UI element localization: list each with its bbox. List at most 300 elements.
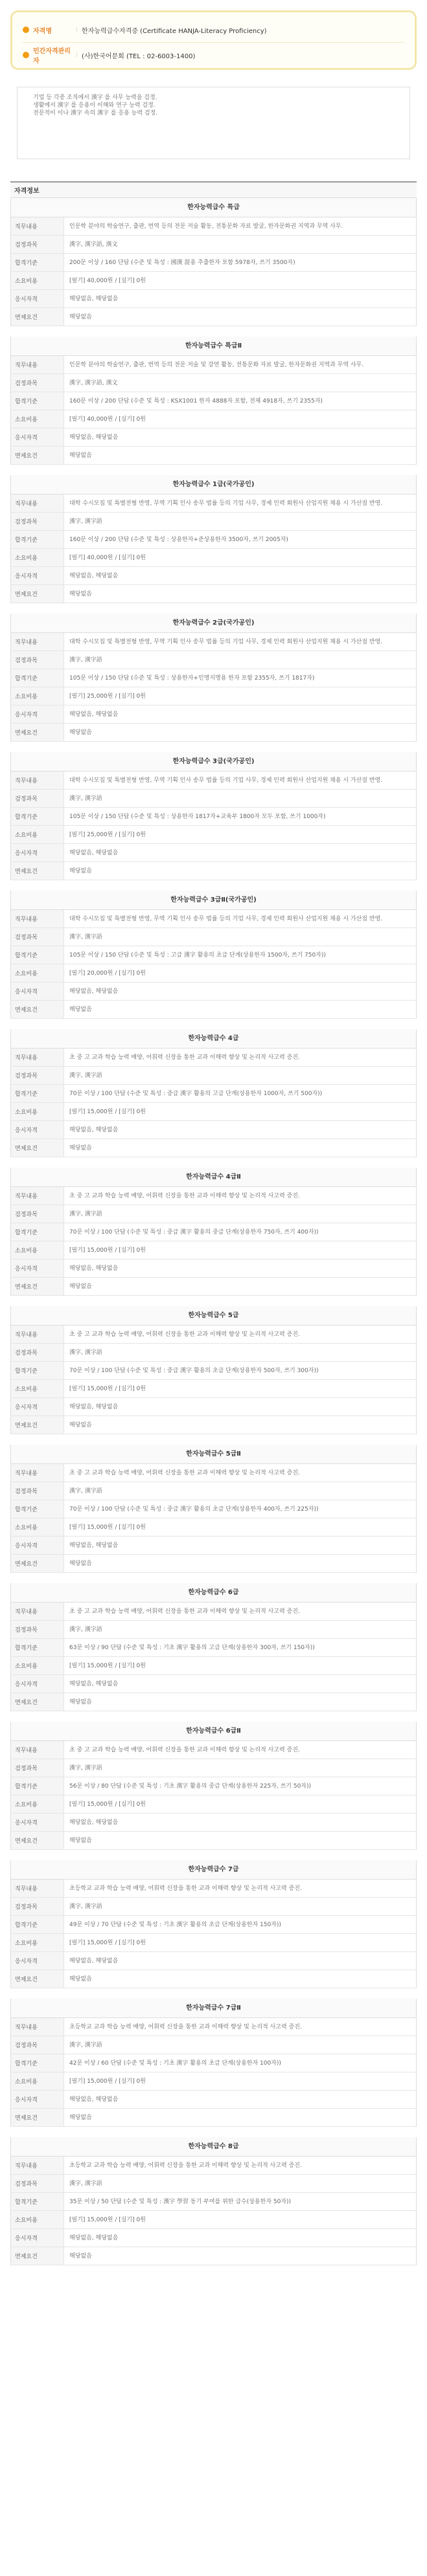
- notice-box: [17, 87, 410, 159]
- row-value: 해당없음, 해당없음: [69, 1957, 119, 1964]
- info-row-manager: [23, 47, 404, 63]
- cert-row-eligibility: [11, 428, 416, 447]
- row-value: 105문 이상 / 150 단답 (수준 및 특성 : 상용한자 1817자+교육부 1800자 모두 포함, 쓰기 1000자): [69, 813, 326, 820]
- row-value: 漢字, 漢字語: [69, 2180, 102, 2187]
- cert-row-job: [11, 910, 416, 928]
- row-value: 초등학교 교과 학습 능력 배양, 어휘력 신장을 통한 교과 이해력 향상 및 논리적 사고력 증진.: [69, 2023, 302, 2030]
- cert-row-subject: [11, 651, 416, 669]
- cert-row-eligibility: [11, 290, 416, 308]
- cert-row-exemption: [11, 1970, 416, 1988]
- row-value: [필기] 15,000원 / [실기] 0원: [69, 1108, 146, 1115]
- cert-row-pass: [11, 1777, 416, 1795]
- cert-row-eligibility: [11, 705, 416, 724]
- row-value: [필기] 25,000원 / [실기] 0원: [69, 693, 146, 700]
- row-label: 합격기준: [11, 1500, 64, 1518]
- row-value: 漢字, 漢字語: [69, 1072, 102, 1079]
- row-label: 응시자격: [11, 705, 64, 723]
- cert-block: [10, 1168, 417, 1296]
- cert-row-time: [11, 2072, 416, 2091]
- cert-block: [10, 337, 417, 465]
- spacer: [5, 326, 422, 337]
- row-value: 해당없음: [69, 2114, 92, 2121]
- cert-row-subject: [11, 1067, 416, 1085]
- cert-row-subject: [11, 1621, 416, 1639]
- row-label: 검정과목: [11, 1482, 64, 1500]
- row-value: 漢字, 漢字語: [69, 1487, 102, 1494]
- cert-row-job: [11, 217, 416, 236]
- row-label: 응시자격: [11, 1675, 64, 1693]
- row-label: 검정과목: [11, 1205, 64, 1223]
- cert-row-job: [11, 1464, 416, 1482]
- spacer: [5, 1019, 422, 1029]
- cert-row-job: [11, 1187, 416, 1205]
- spacer: [5, 880, 422, 891]
- cert-row-exemption: [11, 585, 416, 603]
- cert-row-pass: [11, 531, 416, 549]
- row-label: 면제요건: [11, 1832, 64, 1849]
- cert-row-pass: [11, 1085, 416, 1103]
- cert-block: [10, 614, 417, 742]
- cert-row-exemption: [11, 1416, 416, 1434]
- cert-row-eligibility: [11, 1537, 416, 1555]
- cert-row-job: [11, 1603, 416, 1621]
- row-label: 합격기준: [11, 1362, 64, 1379]
- spacer: [5, 1850, 422, 1860]
- row-value: 해당없음, 해당없음: [69, 1819, 119, 1826]
- cert-title: 한자능력급수 6급: [11, 1583, 416, 1603]
- cert-row-time: [11, 2211, 416, 2229]
- row-label: 면제요건: [11, 447, 64, 464]
- row-label: 응시자격: [11, 844, 64, 861]
- cert-row-exemption: [11, 1555, 416, 1573]
- row-label: 응시자격: [11, 2229, 64, 2247]
- row-label: 응시자격: [11, 1121, 64, 1138]
- row-label: 검정과목: [11, 1759, 64, 1777]
- row-label: 직무내용: [11, 1880, 64, 1897]
- row-value: 인문학 분야의 학술연구, 출판, 번역 등의 전문 저술 및 강연 활동, 전통문화 자료 발굴, 한자문화권 지역과 무역 사무.: [69, 361, 364, 368]
- row-label: 검정과목: [11, 2036, 64, 2054]
- row-label: 응시자격: [11, 290, 64, 307]
- row-value: [필기] 20,000원 / [실기] 0원: [69, 970, 146, 977]
- cert-row-job: [11, 1049, 416, 1067]
- cert-row-eligibility: [11, 2091, 416, 2109]
- row-label: 합격기준: [11, 1085, 64, 1102]
- row-value: 해당없음: [69, 1144, 92, 1151]
- cert-row-eligibility: [11, 1814, 416, 1832]
- row-label: 검정과목: [11, 928, 64, 946]
- cert-row-time: [11, 1103, 416, 1121]
- cert-row-job: [11, 1326, 416, 1344]
- cert-block: [10, 1029, 417, 1157]
- row-value: 160문 이상 / 200 단답 (수준 및 특성 : 상용한자+준상용한자 3500자, 쓰기 2005자): [69, 536, 288, 543]
- row-value: 漢字, 漢字語: [69, 1903, 102, 1910]
- row-value: 56문 이상 / 80 단답 (수준 및 특성 : 기초 漢字 활용의 중급 단계(상용한자 225자, 쓰기 50자)): [69, 1782, 312, 1790]
- row-value: 대학 수시모집 및 특별전형 반영, 무역 기획 인사 송무 법률 등의 기업 사무, 경제 인력 회원사 산업지원 채용 시 가산점 반영.: [69, 915, 383, 922]
- cert-row-exemption: [11, 1139, 416, 1157]
- row-label: 직무내용: [11, 633, 64, 650]
- spacer: [5, 1573, 422, 1583]
- row-value: 초 중 고 교과 학습 능력 배양, 어휘력 신장을 통한 교과 이해력 향상 및 논리적 사고력 증진.: [69, 1331, 300, 1338]
- row-label: 면제요건: [11, 308, 64, 326]
- row-label: 직무내용: [11, 1049, 64, 1066]
- row-label: 소요비용: [11, 549, 64, 566]
- cert-row-pass: [11, 2054, 416, 2072]
- row-value: 해당없음: [69, 1560, 92, 1567]
- divider: [23, 42, 404, 43]
- separator: :: [76, 27, 78, 33]
- cert-row-pass: [11, 946, 416, 964]
- row-label: 직무내용: [11, 910, 64, 927]
- row-label: 소요비용: [11, 2072, 64, 2090]
- spacer: [5, 742, 422, 752]
- row-value: 42문 이상 / 60 단답 (수준 및 특성 : 기초 漢字 활용의 초급 단계(상용한자 100자)): [69, 2060, 281, 2067]
- row-label: 직무내용: [11, 2018, 64, 2036]
- row-label: 응시자격: [11, 1814, 64, 1831]
- row-label: 합격기준: [11, 808, 64, 825]
- row-value: 200문 이상 / 160 단답 (수준 및 특성 : 國漢 混용 추출한자 포함 5978자, 쓰기 3500자): [69, 259, 295, 266]
- row-label: 검정과목: [11, 1621, 64, 1638]
- cert-row-pass: [11, 1639, 416, 1657]
- row-value: 해당없음, 해당없음: [69, 1265, 119, 1272]
- row-label: 직무내용: [11, 494, 64, 512]
- cert-title: 한자능력급수 특급: [11, 198, 416, 217]
- row-value: 해당없음: [69, 452, 92, 459]
- cert-row-eligibility: [11, 1260, 416, 1278]
- row-value: 漢字, 漢字語, 漢文: [69, 241, 118, 248]
- row-label: 소요비용: [11, 687, 64, 705]
- info-label: 자격명: [33, 27, 52, 35]
- row-label: 응시자격: [11, 1952, 64, 1970]
- row-value: 漢字, 漢字語: [69, 1764, 102, 1771]
- row-value: [필기] 25,000원 / [실기] 0원: [69, 831, 146, 838]
- row-label: 검정과목: [11, 1067, 64, 1084]
- spacer: [5, 2265, 422, 2276]
- cert-row-pass: [11, 2193, 416, 2211]
- cert-row-pass: [11, 1500, 416, 1518]
- cert-block: [10, 1583, 417, 1711]
- row-label: 응시자격: [11, 428, 64, 446]
- row-label: 합격기준: [11, 2193, 64, 2210]
- row-label: 합격기준: [11, 1639, 64, 1656]
- cert-title: 한자능력급수 5급Ⅱ: [11, 1445, 416, 1464]
- row-label: 응시자격: [11, 1260, 64, 1277]
- section-title: 자격정보: [10, 181, 417, 198]
- row-label: 면제요건: [11, 1555, 64, 1572]
- cert-block: [10, 2137, 417, 2265]
- spacer: [5, 1434, 422, 1445]
- row-value: 35문 이상 / 50 단답 (수준 및 특성 : 漢字 學習 동기 부여를 위한 급수(상용한자 50자)): [69, 2198, 292, 2205]
- row-value: 초 중 고 교과 학습 능력 배양, 어휘력 신장을 통한 교과 이해력 향상 및 논리적 사고력 증진.: [69, 1608, 300, 1615]
- bullet-icon: [23, 52, 29, 58]
- row-label: 면제요건: [11, 585, 64, 603]
- row-value: 105문 이상 / 150 단답 (수준 및 특성 : 고급 漢字 활용의 초급 단계(상용한자 1500자, 쓰기 750자)): [69, 951, 326, 959]
- cert-block: [10, 198, 417, 326]
- row-label: 면제요건: [11, 1970, 64, 1988]
- cert-row-exemption: [11, 308, 416, 326]
- row-label: 합격기준: [11, 531, 64, 548]
- info-value: (사)한국어문회 (TEL : 02-6003-1400): [82, 52, 196, 60]
- row-value: 해당없음: [69, 1421, 92, 1428]
- row-value: 초 중 고 교과 학습 능력 배양, 어휘력 신장을 통한 교과 이해력 향상 및 논리적 사고력 증진.: [69, 1192, 300, 1199]
- cert-row-exemption: [11, 2247, 416, 2265]
- row-value: 漢字, 漢字語: [69, 1210, 102, 1217]
- cert-row-time: [11, 549, 416, 567]
- cert-row-time: [11, 687, 416, 705]
- row-label: 직무내용: [11, 1603, 64, 1620]
- row-label: 면제요건: [11, 724, 64, 741]
- notice-line: 기업 등 각종 조직에서 漢字 를 사무 능력을 검정.: [33, 94, 157, 101]
- cert-row-eligibility: [11, 2229, 416, 2247]
- row-label: 합격기준: [11, 669, 64, 687]
- cert-title: 한자능력급수 3급Ⅱ(국가공인): [11, 891, 416, 910]
- row-label: 합격기준: [11, 1223, 64, 1241]
- cert-block: [10, 752, 417, 880]
- row-label: 검정과목: [11, 236, 64, 253]
- spacer: [5, 1157, 422, 1168]
- cert-row-time: [11, 1934, 416, 1952]
- cert-block: [10, 475, 417, 603]
- cert-title: 한자능력급수 2급(국가공인): [11, 614, 416, 633]
- cert-row-eligibility: [11, 844, 416, 862]
- cert-row-job: [11, 494, 416, 513]
- row-label: 직무내용: [11, 1464, 64, 1482]
- cert-title: 한자능력급수 6급Ⅱ: [11, 1722, 416, 1741]
- row-value: 해당없음: [69, 1283, 92, 1290]
- row-value: 초등학교 교과 학습 능력 배양, 어휘력 신장을 통한 교과 이해력 향상 및 논리적 사고력 증진.: [69, 1885, 302, 1892]
- cert-row-eligibility: [11, 1952, 416, 1970]
- row-label: 검정과목: [11, 790, 64, 807]
- cert-title: 한자능력급수 7급Ⅱ: [11, 1999, 416, 2018]
- cert-row-eligibility: [11, 1398, 416, 1416]
- cert-block: [10, 1722, 417, 1850]
- row-value: 해당없음: [69, 1837, 92, 1844]
- row-label: 응시자격: [11, 1537, 64, 1554]
- cert-row-exemption: [11, 1001, 416, 1019]
- cert-title: 한자능력급수 5급: [11, 1306, 416, 1326]
- row-value: 漢字, 漢字語, 漢文: [69, 379, 118, 386]
- row-label: 소요비용: [11, 1518, 64, 1536]
- row-label: 검정과목: [11, 651, 64, 669]
- row-label: 응시자격: [11, 1398, 64, 1416]
- row-value: [필기] 40,000원 / [실기] 0원: [69, 277, 146, 284]
- row-value: [필기] 40,000원 / [실기] 0원: [69, 554, 146, 561]
- row-label: 소요비용: [11, 1795, 64, 1813]
- row-value: 63문 이상 / 90 단답 (수준 및 특성 : 기초 漢字 활용의 고급 단계(상용한자 300자, 쓰기 150자)): [69, 1644, 315, 1651]
- row-value: [필기] 15,000원 / [실기] 0원: [69, 1662, 146, 1669]
- row-label: 응시자격: [11, 983, 64, 1000]
- row-value: 70문 이상 / 100 단답 (수준 및 특성 : 중급 漢字 활용의 초급 단계(상용한자 500자, 쓰기 300자)): [69, 1367, 319, 1374]
- cert-block: [10, 891, 417, 1019]
- row-value: 漢字, 漢字語: [69, 1349, 102, 1356]
- row-value: 70문 이상 / 100 단답 (수준 및 특성 : 중급 漢字 활용의 고급 단계(상용한자 1000자, 쓰기 500자)): [69, 1090, 323, 1097]
- cert-row-time: [11, 964, 416, 983]
- row-label: 면제요건: [11, 2247, 64, 2265]
- cert-row-subject: [11, 236, 416, 254]
- row-label: 합격기준: [11, 1916, 64, 1933]
- cert-row-job: [11, 2018, 416, 2036]
- row-value: [필기] 40,000원 / [실기] 0원: [69, 416, 146, 423]
- cert-row-subject: [11, 2175, 416, 2193]
- row-label: 면제요건: [11, 2109, 64, 2126]
- row-value: 漢字, 漢字語: [69, 2041, 102, 2049]
- row-value: 초등학교 교과 학습 능력 배양, 어휘력 신장을 통한 교과 이해력 향상 및 논리적 사고력 증진.: [69, 2162, 302, 2169]
- row-value: 대학 수시모집 및 특별전형 반영, 무역 기획 인사 송무 법률 등의 기업 사무, 경제 인력 회원사 산업지원 채용 시 가산점 반영.: [69, 638, 383, 645]
- row-value: 대학 수시모집 및 특별전형 반영, 무역 기획 인사 송무 법률 등의 기업 사무, 경제 인력 회원사 산업지원 채용 시 가산점 반영.: [69, 500, 383, 507]
- cert-row-exemption: [11, 447, 416, 465]
- row-label: 검정과목: [11, 1344, 64, 1361]
- cert-row-subject: [11, 2036, 416, 2054]
- spacer: [5, 603, 422, 614]
- row-label: 소요비용: [11, 1934, 64, 1951]
- row-label: 응시자격: [11, 2091, 64, 2108]
- cert-title: 한자능력급수 1급(국가공인): [11, 475, 416, 494]
- row-value: [필기] 15,000원 / [실기] 0원: [69, 2216, 146, 2223]
- row-label: 직무내용: [11, 1326, 64, 1343]
- info-row-name: [23, 21, 404, 38]
- cert-row-eligibility: [11, 983, 416, 1001]
- cert-title: 한자능력급수 3급(국가공인): [11, 752, 416, 772]
- row-value: 초 중 고 교과 학습 능력 배양, 어휘력 신장을 통한 교과 이해력 향상 및 논리적 사고력 증진.: [69, 1469, 300, 1476]
- row-label: 응시자격: [11, 567, 64, 584]
- row-value: 해당없음: [69, 867, 92, 874]
- cert-row-time: [11, 1518, 416, 1537]
- cert-row-job: [11, 2157, 416, 2175]
- cert-row-subject: [11, 1205, 416, 1223]
- cert-row-exemption: [11, 724, 416, 742]
- cert-row-exemption: [11, 1832, 416, 1850]
- row-value: 해당없음: [69, 1975, 92, 1982]
- row-label: 검정과목: [11, 374, 64, 392]
- row-label: 소요비용: [11, 1103, 64, 1120]
- row-label: 소요비용: [11, 1380, 64, 1397]
- cert-row-job: [11, 1880, 416, 1898]
- row-value: 70문 이상 / 100 단답 (수준 및 특성 : 중급 漢字 활용의 중급 단계(상용한자 750자, 쓰기 400자)): [69, 1228, 319, 1236]
- cert-row-time: [11, 1795, 416, 1814]
- row-value: 160문 이상 / 200 단답 (수준 및 특성 : KSX1001 한자 4888자 포함, 전체 4918자, 쓰기 2355자): [69, 397, 323, 405]
- row-value: 해당없음, 해당없음: [69, 988, 119, 995]
- cert-row-eligibility: [11, 567, 416, 585]
- info-label: 민간자격관리자: [33, 48, 71, 65]
- row-label: 소요비용: [11, 826, 64, 843]
- cert-list: [5, 198, 422, 2276]
- row-label: 검정과목: [11, 2175, 64, 2192]
- spacer: [5, 1711, 422, 1722]
- row-value: 漢字, 漢字語: [69, 518, 102, 525]
- cert-row-eligibility: [11, 1675, 416, 1693]
- row-value: [필기] 15,000원 / [실기] 0원: [69, 1524, 146, 1531]
- row-label: 합격기준: [11, 946, 64, 964]
- cert-row-subject: [11, 1344, 416, 1362]
- spacer: [5, 1296, 422, 1306]
- row-value: [필기] 15,000원 / [실기] 0원: [69, 1939, 146, 1946]
- cert-row-time: [11, 1657, 416, 1675]
- row-value: 漢字, 漢字語: [69, 795, 102, 802]
- row-label: 직무내용: [11, 356, 64, 373]
- cert-row-subject: [11, 928, 416, 946]
- row-label: 검정과목: [11, 1898, 64, 1915]
- cert-row-pass: [11, 254, 416, 272]
- cert-row-job: [11, 356, 416, 374]
- cert-row-time: [11, 1241, 416, 1260]
- row-label: 검정과목: [11, 513, 64, 530]
- row-value: 해당없음: [69, 729, 92, 736]
- row-value: 70문 이상 / 100 단답 (수준 및 특성 : 중급 漢字 활용의 초급 단계(상용한자 400자, 쓰기 225자)): [69, 1505, 319, 1513]
- cert-row-eligibility: [11, 1121, 416, 1139]
- cert-row-job: [11, 772, 416, 790]
- certificate-info-card: [10, 10, 417, 70]
- row-value: 해당없음: [69, 1006, 92, 1013]
- cert-row-exemption: [11, 1693, 416, 1711]
- row-value: 漢字, 漢字語: [69, 1626, 102, 1633]
- row-label: 소요비용: [11, 1241, 64, 1259]
- row-label: 면제요건: [11, 1278, 64, 1295]
- cert-row-time: [11, 826, 416, 844]
- row-value: [필기] 15,000원 / [실기] 0원: [69, 1801, 146, 1808]
- row-value: 해당없음, 해당없음: [69, 849, 119, 856]
- row-label: 면제요건: [11, 1139, 64, 1157]
- cert-row-job: [11, 633, 416, 651]
- row-value: 해당없음, 해당없음: [69, 711, 119, 718]
- cert-row-subject: [11, 513, 416, 531]
- row-value: 대학 수시모집 및 특별전형 반영, 무역 기획 인사 송무 법률 등의 기업 사무, 경제 인력 회원사 산업지원 채용 시 가산점 반영.: [69, 777, 383, 784]
- cert-row-exemption: [11, 1278, 416, 1296]
- row-label: 면제요건: [11, 1001, 64, 1018]
- row-label: 직무내용: [11, 1187, 64, 1205]
- row-value: 해당없음, 해당없음: [69, 1542, 119, 1549]
- row-value: [필기] 15,000원 / [실기] 0원: [69, 2078, 146, 2085]
- cert-row-exemption: [11, 2109, 416, 2127]
- row-value: 인문학 분야의 학술연구, 출판, 번역 등의 전문 저술 활동, 전통문화 자료 발굴, 한자문화권 지역과 무역 사무.: [69, 223, 343, 230]
- row-value: 초 중 고 교과 학습 능력 배양, 어휘력 신장을 통한 교과 이해력 향상 및 논리적 사고력 증진.: [69, 1746, 300, 1753]
- row-label: 합격기준: [11, 392, 64, 410]
- cert-row-time: [11, 1380, 416, 1398]
- bullet-icon: [23, 27, 29, 33]
- cert-row-subject: [11, 1898, 416, 1916]
- row-value: 해당없음, 해당없음: [69, 2234, 119, 2241]
- row-value: 漢字, 漢字語: [69, 656, 102, 663]
- info-value: 한자능력급수자격증 (Certificate HANJA-Literacy Proficiency): [82, 27, 267, 35]
- row-label: 소요비용: [11, 1657, 64, 1674]
- row-label: 합격기준: [11, 2054, 64, 2072]
- separator: :: [76, 52, 78, 58]
- cert-block: [10, 1306, 417, 1434]
- row-value: 해당없음: [69, 2252, 92, 2260]
- row-label: 소요비용: [11, 2211, 64, 2228]
- row-label: 직무내용: [11, 772, 64, 789]
- row-value: [필기] 15,000원 / [실기] 0원: [69, 1247, 146, 1254]
- spacer: [5, 1988, 422, 1999]
- row-value: 해당없음: [69, 1698, 92, 1705]
- row-value: 해당없음, 해당없음: [69, 434, 119, 441]
- row-value: 해당없음, 해당없음: [69, 1680, 119, 1687]
- row-value: 49문 이상 / 70 단답 (수준 및 특성 : 기초 漢字 활용의 초급 단계(상용한자 150자)): [69, 1921, 281, 1928]
- cert-row-pass: [11, 669, 416, 687]
- row-value: 漢字, 漢字語: [69, 933, 102, 940]
- row-label: 면제요건: [11, 862, 64, 880]
- row-label: 소요비용: [11, 410, 64, 428]
- cert-row-subject: [11, 790, 416, 808]
- row-label: 직무내용: [11, 2157, 64, 2174]
- cert-row-exemption: [11, 862, 416, 880]
- row-label: 면제요건: [11, 1416, 64, 1434]
- row-label: 면제요건: [11, 1693, 64, 1711]
- cert-row-subject: [11, 374, 416, 392]
- row-value: 해당없음, 해당없음: [69, 295, 119, 302]
- notice-line: 생활에서 漢字 를 응용이 이해와 연구 능력 검정.: [33, 102, 156, 109]
- cert-row-pass: [11, 1916, 416, 1934]
- cert-row-subject: [11, 1759, 416, 1777]
- spacer: [5, 2127, 422, 2137]
